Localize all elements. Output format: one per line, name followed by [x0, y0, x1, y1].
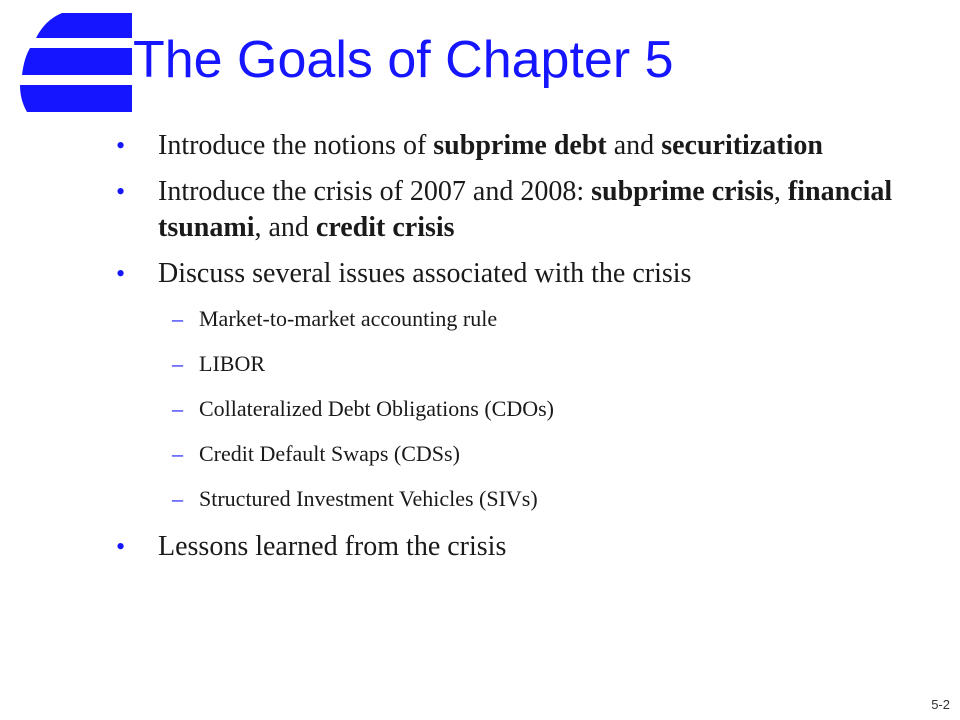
dash-icon: –: [172, 306, 183, 331]
sub-bullet-text: Structured Investment Vehicles (SIVs): [199, 486, 538, 511]
bullet-bold-term: securitization: [661, 130, 823, 161]
sub-bullet-text: Credit Default Swaps (CDSs): [199, 441, 460, 466]
blue-wing-stripes-logo-icon: [0, 0, 135, 120]
bullet-dot-icon: •: [116, 131, 126, 160]
bullet-subprime-securitization: [114, 128, 914, 164]
dash-icon: –: [172, 441, 183, 466]
bullet-text: and: [606, 130, 662, 161]
bullet-text: ,: [773, 176, 788, 207]
bullet-lessons-learned: [114, 529, 914, 565]
slide-title: The Goals of Chapter 5: [133, 31, 674, 89]
sub-bullet-sivs: [114, 484, 914, 514]
bullet-crisis-2007-2008: [114, 174, 914, 246]
sub-bullet-list: [114, 304, 914, 514]
bullet-bold-term: financial tsunami: [158, 176, 893, 243]
page-number: 5-2: [931, 697, 950, 712]
bullet-bold-term: subprime debt: [433, 130, 607, 161]
bullet-dot-icon: •: [116, 532, 126, 561]
bullet-discuss-issues: [114, 256, 914, 292]
bullet-text: Discuss several issues associated with the crisis: [158, 258, 692, 289]
sub-bullet-market-to-market: [114, 304, 914, 334]
sub-bullet-cdos: [114, 394, 914, 424]
sub-bullet-libor: [114, 349, 914, 379]
bullet-bold-term: subprime crisis: [591, 176, 774, 207]
sub-bullet-cdss: [114, 439, 914, 469]
dash-icon: –: [172, 396, 183, 421]
sub-bullet-text: Market-to-market accounting rule: [199, 306, 498, 331]
bullet-text: Introduce the notions of: [158, 130, 434, 161]
bullet-bold-term: credit crisis: [315, 212, 455, 243]
dash-icon: –: [172, 486, 183, 511]
sub-bullet-text: LIBOR: [199, 351, 265, 376]
dash-icon: –: [172, 351, 183, 376]
bullet-text: Lessons learned from the crisis: [158, 531, 507, 562]
bullet-dot-icon: •: [116, 177, 126, 206]
bullet-dot-icon: •: [116, 259, 126, 288]
sub-bullet-text: Collateralized Debt Obligations (CDOs): [199, 396, 554, 421]
bullet-text: , and: [254, 212, 316, 243]
slide-content: [114, 128, 914, 575]
bullet-text: Introduce the crisis of 2007 and 2008:: [158, 176, 592, 207]
